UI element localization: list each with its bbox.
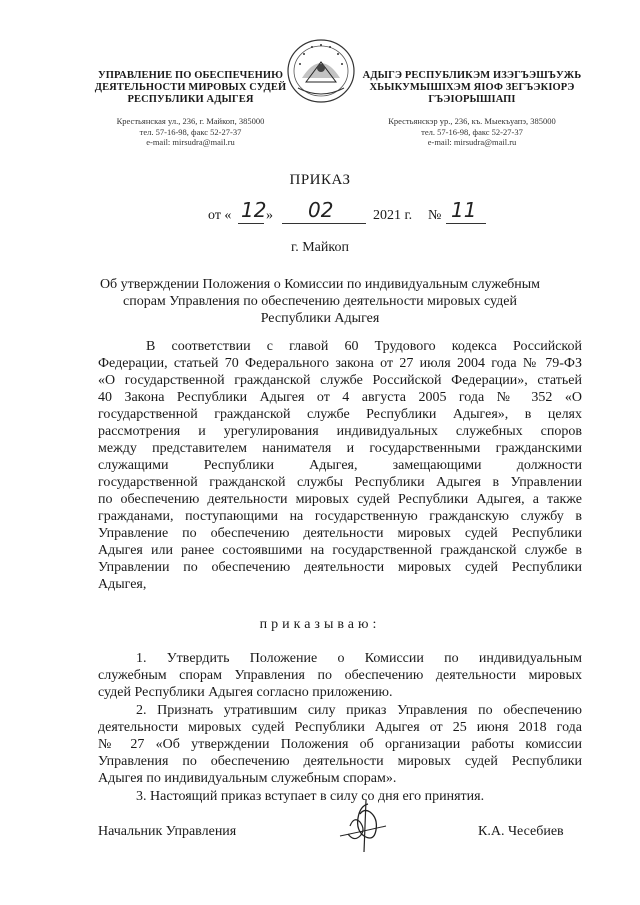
order-item-3: 3. Настоящий приказ вступает в силу со дня его принятия. bbox=[136, 789, 485, 804]
preamble-line: Управление по обеспечению деятельности мировых судей Республики bbox=[98, 526, 582, 541]
preamble bbox=[98, 338, 582, 593]
handwritten-signature bbox=[330, 796, 400, 856]
signer-position: Начальник Управления bbox=[98, 824, 237, 839]
preamble-line: Управлении по обеспечению деятельности мировых судей Республики bbox=[98, 560, 582, 575]
left-header-title-line: РЕСПУБЛИКИ АДЫГЕЯ bbox=[127, 94, 254, 105]
left-header-address: Крестьянская ул., 236, г. Майкоп, 385000 bbox=[116, 116, 265, 126]
city: г. Майкоп bbox=[291, 240, 349, 255]
right-header bbox=[352, 70, 592, 148]
subject-line: Об утверждении Положения о Комиссии по индивидуальным служебным bbox=[99, 277, 541, 292]
left-header-phone: тел. 57-16-98, факс 52-27-37 bbox=[139, 126, 242, 137]
item-line: Управления по обеспечению деятельности мировых судей Республики bbox=[98, 754, 582, 769]
item-line: Адыгея по индивидуальным служебным спорам». bbox=[98, 771, 397, 786]
month-underline bbox=[282, 223, 366, 224]
left-header-title-line: УПРАВЛЕНИЕ ПО ОБЕСПЕЧЕНИЮ bbox=[97, 70, 284, 81]
preamble-line: по обеспечению деятельности мировых судей Республики Адыгея, а также bbox=[98, 492, 582, 507]
date-prefix: от « bbox=[208, 208, 232, 223]
preamble-line: государственной гражданской службе Республики Адыгея», в целях bbox=[98, 407, 582, 422]
preamble-line: служащими Республики Адыгея, замещающими должности bbox=[98, 458, 582, 473]
preamble-line: государственной гражданской службы Республики Адыгея в Управлении bbox=[98, 475, 582, 490]
date-year: 2021 г. bbox=[373, 208, 413, 223]
right-header-email: e-mail: mirsudra@mail.ru bbox=[427, 137, 517, 147]
item-line: 2. Признать утратившим силу приказ Управления по обеспечению bbox=[136, 703, 582, 718]
order-item-2 bbox=[98, 702, 582, 787]
preamble-line: В соответствии с главой 60 Трудового кодекса Российской bbox=[146, 339, 582, 354]
coat-of-arms-emblem bbox=[286, 38, 356, 104]
preamble-line: Адыгея, bbox=[98, 577, 147, 592]
right-header-title-line: ХЬЫКУМЫШІХЭМ ЯІОФ ЗЕГЪЭКІОРЭ bbox=[369, 82, 575, 93]
number-sign: № bbox=[428, 208, 442, 223]
number-underline bbox=[446, 223, 486, 224]
date-mid: » bbox=[266, 208, 273, 223]
document-type: ПРИКАЗ bbox=[289, 172, 351, 188]
right-header-title-line: АДЫГЭ РЕСПУБЛИКЭМ ИЗЭГЪЭШЪУЖЬ bbox=[362, 70, 582, 81]
order-word: приказываю: bbox=[259, 617, 381, 632]
left-header-title-line: ДЕЯТЕЛЬНОСТИ МИРОВЫХ СУДЕЙ bbox=[94, 82, 287, 93]
left-header bbox=[88, 70, 293, 148]
order-item-1 bbox=[98, 650, 582, 701]
day-underline bbox=[238, 223, 264, 224]
date-day: 12 bbox=[241, 198, 267, 222]
preamble-line: Федерации, статьей 70 Федерального закона от 27 июля 2004 года № 79-ФЗ bbox=[98, 356, 582, 371]
preamble-line: между представителем нанимателя и государственными гражданскими bbox=[98, 441, 582, 456]
document-number: 11 bbox=[451, 198, 477, 222]
preamble-line: гражданами, поступающими на государственную гражданскую службу в bbox=[98, 509, 582, 524]
right-header-title-line: ГЪЭІОРЫШІАПІ bbox=[428, 94, 516, 105]
signer-name: К.А. Чесебиев bbox=[478, 824, 564, 839]
left-header-email: e-mail: mirsudra@mail.ru bbox=[146, 137, 235, 147]
subject-line: Республики Адыгея bbox=[260, 311, 380, 326]
item-line: 1. Утвердить Положение о Комиссии по индивидуальным bbox=[136, 651, 582, 666]
subject bbox=[60, 276, 580, 327]
preamble-line: «О государственной гражданской службе Российской Федерации», статьей bbox=[98, 373, 582, 388]
item-line: судей Республики Адыгея согласно приложению. bbox=[98, 685, 393, 700]
date-line bbox=[208, 200, 488, 230]
preamble-line: Адыгея или ранее состоявшими на государственной гражданской службе в bbox=[98, 543, 582, 558]
right-header-phone: тел. 57-16-98, факс 52-27-37 bbox=[421, 126, 523, 137]
item-line: № 27 «Об утверждении Положения об организации работы комиссии bbox=[98, 737, 582, 752]
item-line: деятельности мировых судей Республики Адыгея от 25 июня 2018 года bbox=[98, 720, 582, 735]
preamble-line: рассмотрения и урегулирования индивидуальных служебных споров bbox=[98, 424, 582, 439]
subject-line: спорам Управления по обеспечению деятельности мировых судей bbox=[123, 294, 517, 309]
preamble-line: 40 Закона Республики Адыгея от 4 августа 2005 года № 352 «О bbox=[98, 390, 582, 405]
date-month: 02 bbox=[308, 198, 334, 222]
item-line: служебным спорам Управления по обеспечению деятельности мировых bbox=[98, 668, 582, 683]
right-header-address: Крестьянскэр ур., 236, къ. Мыекъуапэ, 385000 bbox=[388, 116, 556, 126]
